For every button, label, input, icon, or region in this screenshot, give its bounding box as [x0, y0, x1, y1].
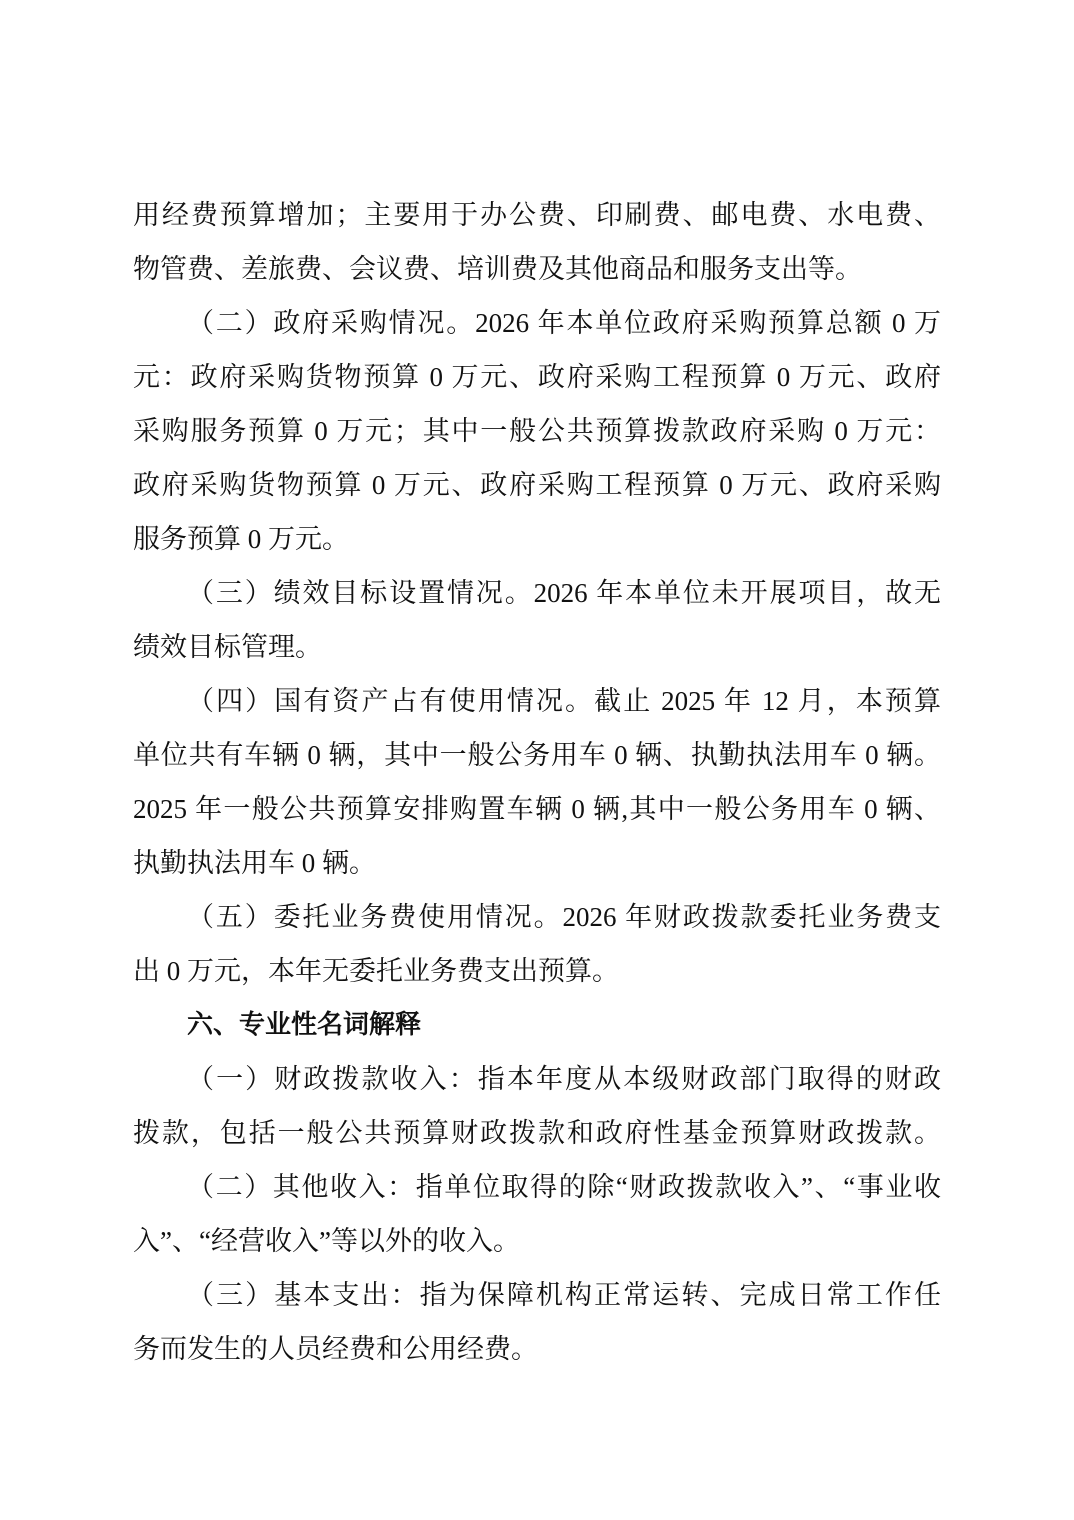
paragraph-line: 出 0 万元，本年无委托业务费支出预算。	[133, 956, 619, 986]
paragraph-line: 物管费、差旅费、会议费、培训费及其他商品和服务支出等。	[133, 254, 862, 284]
paragraph-line: （五）委托业务费使用情况。2026 年财政拨款委托业务费支	[187, 902, 941, 932]
paragraph-line: （三）绩效目标设置情况。2026 年本单位未开展项目，故无	[187, 578, 941, 608]
paragraph-line: （三）基本支出：指为保障机构正常运转、完成日常工作任	[187, 1280, 941, 1310]
paragraph-line: 执勤执法用车 0 辆。	[133, 848, 376, 878]
paragraph-line: 采购服务预算 0 万元；其中一般公共预算拨款政府采购 0 万元：	[133, 416, 941, 446]
paragraph-line: 用经费预算增加；主要用于办公费、印刷费、邮电费、水电费、	[133, 200, 941, 230]
paragraph-line: （二）其他收入：指单位取得的除“财政拨款收入”、“事业收	[187, 1172, 941, 1202]
paragraph-line: 单位共有车辆 0 辆，其中一般公务用车 0 辆、执勤执法用车 0 辆。	[133, 740, 941, 770]
paragraph-line: 2025 年一般公共预算安排购置车辆 0 辆,其中一般公务用车 0 辆、	[133, 794, 941, 824]
paragraph-line: （二）政府采购情况。2026 年本单位政府采购预算总额 0 万	[187, 308, 941, 338]
paragraph-line: 政府采购货物预算 0 万元、政府采购工程预算 0 万元、政府采购	[133, 470, 941, 500]
paragraph-line: 元：政府采购货物预算 0 万元、政府采购工程预算 0 万元、政府	[133, 362, 941, 392]
paragraph-line: 服务预算 0 万元。	[133, 524, 349, 554]
paragraph-line: 务而发生的人员经费和公用经费。	[133, 1334, 538, 1364]
paragraph-line: 绩效目标管理。	[133, 632, 322, 662]
section-heading: 六、专业性名词解释	[187, 1010, 422, 1040]
paragraph-line: （四）国有资产占有使用情况。截止 2025 年 12 月，本预算	[187, 686, 941, 716]
paragraph-line: 入”、“经营收入”等以外的收入。	[133, 1226, 520, 1256]
paragraph-line: （一）财政拨款收入：指本年度从本级财政部门取得的财政	[187, 1064, 941, 1094]
paragraph-line: 拨款，包括一般公共预算财政拨款和政府性基金预算财政拨款。	[133, 1118, 941, 1148]
